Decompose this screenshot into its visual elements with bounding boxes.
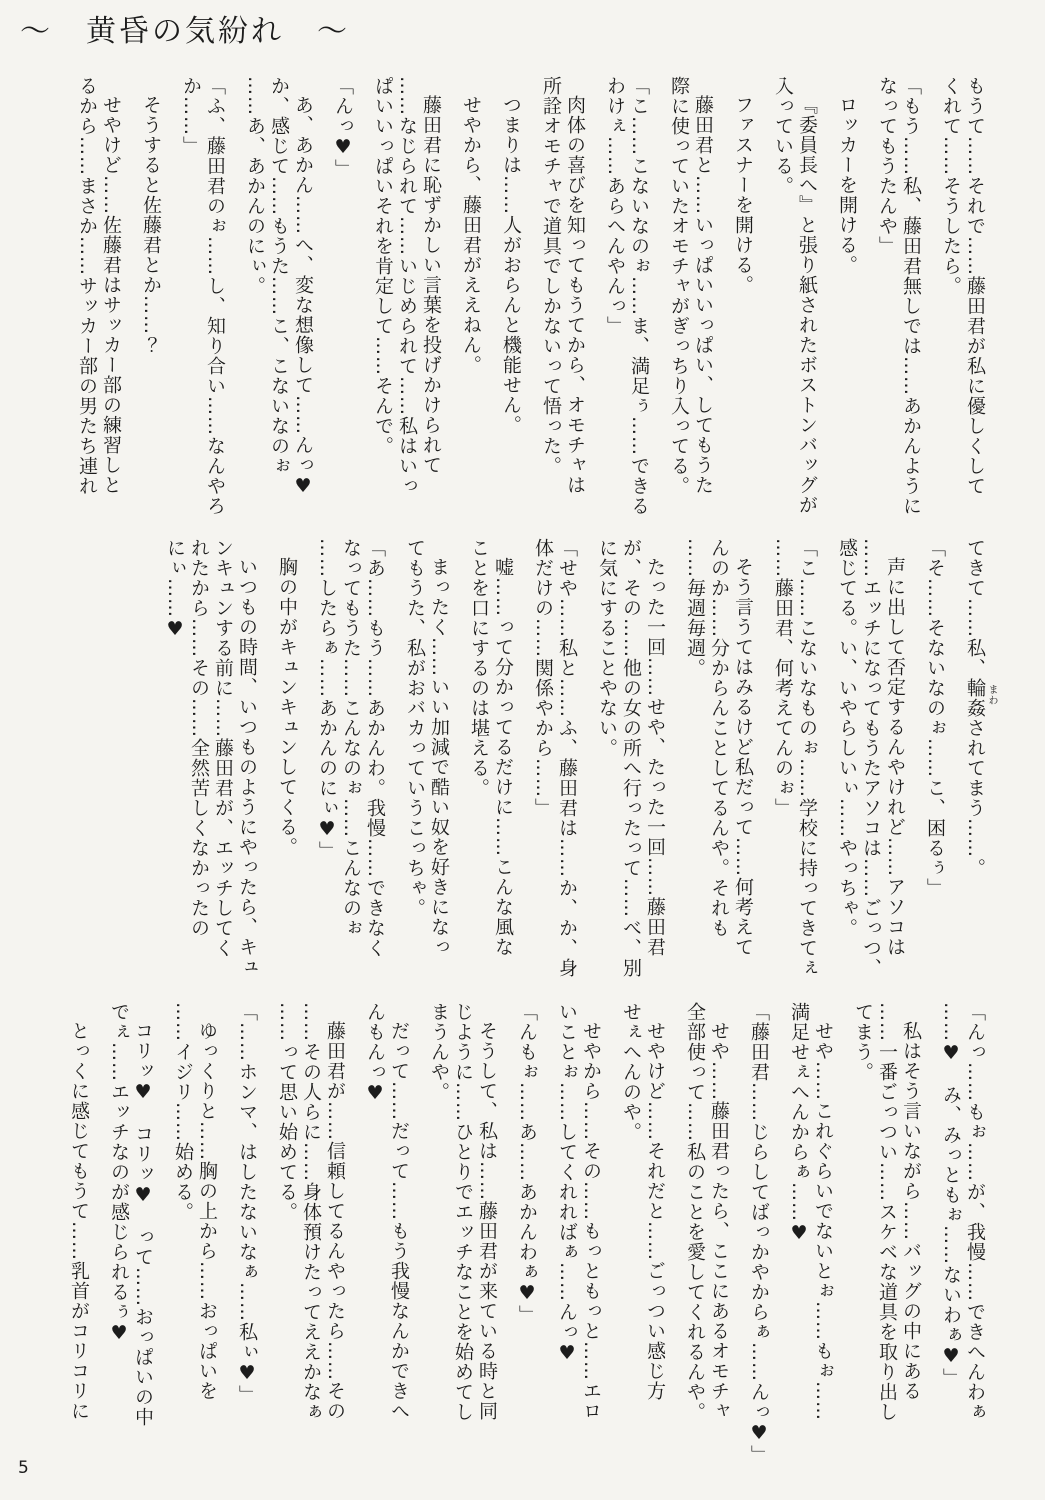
text-line: ゆっくりと……胸の上から……おっぱいを: [196, 1021, 218, 1401]
text-line: くれて……そうしたら。: [940, 76, 962, 296]
paragraph: [467, 538, 515, 1008]
text-line: せや……藤田君ったら、ここにあるオモチャ: [708, 1021, 730, 1421]
paragraph: [851, 1002, 923, 1472]
text-line: 「……ホンマ、はしたないなぁ……私ぃ♥」: [236, 1002, 258, 1405]
text-line: ……毎週毎週。: [684, 538, 706, 678]
text-line: 「こ……こないなのぉ……ま、満足ぅ……できる: [628, 76, 650, 516]
paragraph: [427, 1002, 499, 1472]
text-line: ロッカーを開ける。: [836, 95, 858, 275]
text-line: せやけど……佐藤君はサッカー部の練習しと: [100, 95, 122, 495]
text-line: 「んっ……もぉ……が、我慢……できへんわぁ: [964, 1002, 986, 1422]
text-line: んのか……分からんことしてるんや。それも: [708, 538, 730, 938]
paragraph: [275, 1002, 347, 1472]
text-line: せぇへんのや。: [620, 1002, 642, 1142]
text-line: つまりは……人がおらんと機能せん。: [500, 95, 522, 435]
text-line: ……一番ごっつい……スケベな道具を取り出し: [876, 1002, 898, 1422]
text-line: れたから……その……全然苦しくなかったの: [188, 538, 210, 938]
text-line: 入っている。: [772, 76, 794, 196]
text-line: 『委員長へ』と張り紙されたボストンバッグが: [796, 95, 818, 515]
text-line: まったく……いい加減で酷い奴を好きになっ: [428, 557, 450, 957]
text-line: たった一回……せや、たった一回……藤田君: [644, 557, 666, 957]
text-line: ……イジリ……始める。: [172, 1002, 194, 1222]
paragraph: [963, 538, 987, 1008]
text-line: にぃ……♥: [164, 538, 186, 641]
paragraph: [939, 76, 987, 546]
text-line: そう言うてはみるけど私だって……何考えて: [732, 557, 754, 957]
text-line: 声に出して否定するんやけれど……アソコは: [884, 557, 906, 957]
paragraph: [923, 538, 947, 1008]
text-line: せや……これぐらいでないとぉ……もぉ……: [812, 1021, 834, 1421]
text-band-top: [75, 76, 987, 546]
paragraph: [531, 538, 579, 1008]
paragraph: [67, 1002, 91, 1472]
text-line: 際に使っていたオモチャがぎっちり入ってる。: [668, 76, 690, 496]
text-line: てきて……私、輪姦されてまう……。: [964, 538, 986, 878]
text-line: 肉体の喜びを知ってもうてから、オモチャは: [564, 95, 586, 495]
text-line: てまう。: [852, 1002, 874, 1082]
text-line: なってもうたんや」: [876, 76, 898, 256]
text-line: 「んもぉ……あ……あかんわぁ♥」: [516, 1002, 538, 1325]
text-line: そうして、私は……藤田君が来ている時と同: [476, 1021, 498, 1421]
paragraph: [875, 76, 923, 546]
text-line: コリッ♥ コリッ♥ って……おっぱいの中: [132, 1021, 154, 1427]
text-line: じように……ひとりでエッチなことを始めてし: [452, 1002, 474, 1422]
text-band-middle: [163, 538, 987, 1008]
paragraph: [835, 538, 907, 1008]
text-line: 所詮オモチャで道具でしかないって悟った。: [540, 76, 562, 476]
text-line: 「こ……こないなものぉ……学校に持ってきてぇ: [796, 538, 818, 978]
furigana-ruby: まわ: [986, 684, 997, 706]
text-line: 体だけの……関係やから……」: [532, 538, 554, 818]
text-line: 胸の中がキュンキュンしてくる。: [276, 557, 298, 857]
text-line: ンキュンする前に……藤田君が、エッチしてく: [212, 538, 234, 958]
paragraph: [499, 76, 523, 546]
paragraph: [787, 1002, 835, 1472]
text-line: が、その……他の女の所へ行ったって……べ、別: [620, 538, 642, 978]
paragraph: [107, 1002, 155, 1472]
paragraph: [235, 1002, 259, 1472]
paragraph: [363, 1002, 411, 1472]
paragraph: [771, 76, 819, 546]
text-line: もうて……それで……藤田君が私に優しくして: [964, 76, 986, 496]
text-line: とっくに感じてもうて……乳首がコリコリに: [68, 1021, 90, 1421]
paragraph: [315, 538, 387, 1008]
text-line: ……エッチになってもうたアソコは……ごっつ、: [860, 538, 882, 978]
text-line: せやから……その……もっともっと……エロ: [580, 1021, 602, 1421]
text-line: あ、あかん……へ、変な想像して……んっ♥: [292, 95, 314, 498]
paragraph: [683, 1002, 731, 1472]
paragraph: [619, 1002, 667, 1472]
text-line: 「そ……そないなのぉ……こ、困るぅ」: [924, 538, 946, 898]
paragraph: [403, 538, 451, 1008]
paragraph: [171, 1002, 219, 1472]
text-line: 藤田君に恥ずかしい言葉を投げかけられて: [420, 95, 442, 475]
text-line: 藤田君が……信頼してるんやったら……その: [324, 1021, 346, 1421]
text-line: 全部使って……私のことを愛してくれるんや。: [684, 1002, 706, 1422]
page-number: 5: [18, 1458, 29, 1478]
text-line: なってもうた……こんなのぉ……こんなのぉ: [340, 538, 362, 938]
text-line: 「もう……私、藤田君無しでは……あかんように: [900, 76, 922, 516]
text-line: ……その人らに……身体預けたってええかなぁ: [300, 1002, 322, 1422]
text-line: ……なじられて……いじめられて……私はいっ: [396, 76, 418, 496]
text-line: 私はそう言いながら……バッグの中にある: [900, 1021, 922, 1401]
text-line: いつもの時間、いつものようにやったら、キュ: [236, 557, 258, 977]
page-title: ～ 黄昏の気紛れ ～: [20, 14, 350, 49]
paragraph: [163, 538, 259, 1008]
text-line: まうんや。: [428, 1002, 450, 1102]
paragraph: [939, 1002, 987, 1472]
paragraph: [667, 76, 715, 546]
text-line: せやけど……それだと……ごっつい感じ方: [644, 1021, 666, 1401]
text-line: だって……だって……もう我慢なんかできへ: [388, 1021, 410, 1421]
paragraph: [275, 538, 299, 1008]
text-line: ことを口にするのは堪える。: [468, 538, 490, 798]
text-line: ……藤田君、何考えてんのぉ」: [772, 538, 794, 818]
text-line: 嘘……って分かってるだけに……こんな風な: [492, 557, 514, 957]
text-line: てもうた、私がおバカっていうこっちゃ。: [404, 538, 426, 918]
text-line: ……したらぁ……あかんのにぃ♥」: [316, 538, 338, 861]
paragraph: [603, 76, 651, 546]
text-line: 「あ……もう……あかんわ。我慢……できなく: [364, 538, 386, 958]
text-line: か、感じて……もうた……こ、こないなのぉ: [268, 76, 290, 476]
text-line: 感じてる。い、いやらしいぃ……やっちゃ。: [836, 538, 858, 938]
paragraph: [555, 1002, 603, 1472]
text-line: ……って思い始めてる。: [276, 1002, 298, 1222]
text-line: 「せや……私と……ふ、藤田君は……か、か、身: [556, 538, 578, 978]
text-line: 満足せぇへんからぁ……♥: [788, 1002, 810, 1245]
paragraph: [683, 538, 755, 1008]
paragraph: [515, 1002, 539, 1472]
text-line: 「藤田君……じらしてばっかやからぁ……んっ♥」: [748, 1002, 770, 1465]
text-line: に気にすることやない。: [596, 538, 618, 758]
paragraph: [771, 538, 819, 1008]
paragraph: [539, 76, 587, 546]
text-line: んもんっ♥: [364, 1002, 386, 1105]
text-line: いことぉ……してくれればぁ……んっ♥: [556, 1002, 578, 1365]
text-line: わけぇ……あらへんやんっ」: [604, 76, 626, 336]
text-line: 「ふ、藤田君のぉ……し、知り合い……なんやろ: [204, 76, 226, 516]
paragraph: [75, 76, 123, 546]
paragraph: [747, 1002, 771, 1472]
text-line: ……♥ み、みっともぉ……ないわぁ♥」: [940, 1002, 962, 1388]
text-line: 「んっ♥」: [332, 76, 354, 179]
text-line: るから……まさか……サッカー部の男たち連れ: [76, 76, 98, 496]
text-line: そうすると佐藤君とか……？: [140, 95, 162, 355]
paragraph: [835, 76, 859, 546]
paragraph: [179, 76, 227, 546]
text-line: せやから、藤田君がええねん。: [460, 95, 482, 375]
paragraph: [243, 76, 315, 546]
text-line: でぇ……エッチなのが感じられるぅ♥: [108, 1002, 130, 1345]
paragraph: [371, 76, 443, 546]
text-line: ……あ、あかんのにぃ。: [244, 76, 266, 296]
paragraph: [459, 76, 483, 546]
text-line: 藤田君と……いっぱいいっぱい、してもうた: [692, 95, 714, 495]
text-line: ファスナーを開ける。: [732, 95, 754, 295]
text-band-bottom: [67, 1002, 987, 1472]
text-line: か……」: [180, 76, 202, 156]
paragraph: [331, 76, 355, 546]
paragraph: [139, 76, 163, 546]
paragraph: [595, 538, 667, 1008]
paragraph: [731, 76, 755, 546]
text-line: ぱいいっぱいそれを肯定して……そんで。: [372, 76, 394, 456]
